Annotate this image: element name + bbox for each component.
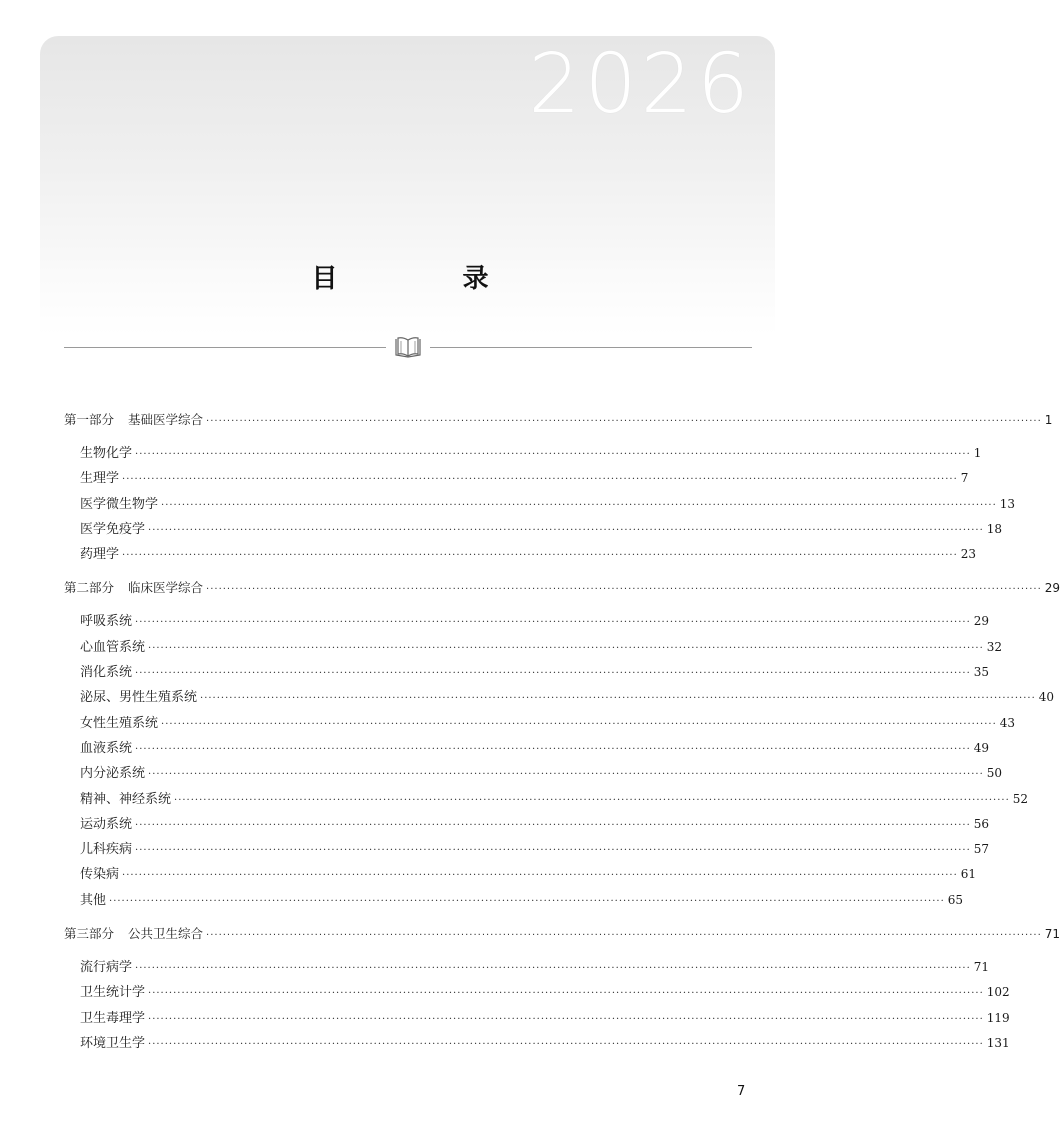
toc-entry-label: 生理学 <box>80 471 120 487</box>
toc-entry-row[interactable] <box>64 1006 1010 1031</box>
toc-entry-label: 内分泌系统 <box>80 766 146 782</box>
toc-page-number: 50 <box>986 766 1003 781</box>
toc-leader-dots: ········································································································································································································ <box>135 617 971 629</box>
toc-page-number: 18 <box>986 521 1003 536</box>
table-of-contents <box>64 405 1060 1064</box>
toc-entry-group <box>64 441 1016 567</box>
toc-leader-dots: ········································································································································································································ <box>109 895 945 907</box>
toc-leader-dots: ········································································································································································································ <box>148 524 984 536</box>
toc-page-number: 13 <box>999 496 1016 511</box>
toc-entry-group <box>64 609 1055 913</box>
toc-part-label <box>64 921 203 947</box>
toc-entry-label: 运动系统 <box>80 816 133 832</box>
toc-page-number: 43 <box>999 715 1016 730</box>
toc-entry-row[interactable] <box>64 888 964 913</box>
toc-entry-label: 医学微生物学 <box>80 496 159 512</box>
toc-entry-label: 传染病 <box>80 867 120 883</box>
toc-part-row[interactable] <box>64 407 1053 433</box>
page-number: 7 <box>737 1084 746 1099</box>
toc-entry-label: 泌尿、男性生殖系统 <box>80 690 198 706</box>
toc-page-number: 32 <box>986 639 1003 654</box>
toc-entry-row[interactable] <box>64 660 990 685</box>
toc-page-number: 57 <box>973 842 990 857</box>
toc-entry-row[interactable] <box>64 466 969 491</box>
toc-entry-label: 环境卫生学 <box>80 1035 146 1051</box>
toc-page-number: 29 <box>973 614 990 629</box>
toc-leader-dots: ········································································································································································································ <box>200 693 1036 705</box>
toc-page-number: 56 <box>973 816 990 831</box>
toc-page-number: 71 <box>1044 927 1060 942</box>
toc-leader-dots: ········································································································································································································ <box>135 668 971 680</box>
toc-entry-group <box>64 955 1010 1056</box>
toc-page-number: 35 <box>973 665 990 680</box>
toc-entry-label: 生物化学 <box>80 446 133 461</box>
toc-leader-dots: ········································································································································································································ <box>148 988 984 1000</box>
toc-part-label <box>64 575 203 601</box>
toc-entry-row[interactable] <box>64 736 990 761</box>
toc-entry-label: 卫生统计学 <box>80 985 146 1001</box>
toc-entry-row[interactable] <box>64 542 977 567</box>
toc-part-number: 第二部分 <box>64 580 115 596</box>
toc-leader-dots: ········································································································································································································ <box>148 769 984 781</box>
toc-leader-dots: ········································································································································································································ <box>135 845 971 857</box>
toc-entry-row[interactable] <box>64 980 1010 1005</box>
toc-leader-dots: ········································································································································································································ <box>206 416 1042 427</box>
toc-entry-label: 卫生毒理学 <box>80 1010 146 1026</box>
toc-entry-label: 消化系统 <box>80 665 133 681</box>
toc-part-row[interactable] <box>64 575 1060 601</box>
toc-entry-row[interactable] <box>64 787 1029 812</box>
toc-page-number: 65 <box>947 892 964 907</box>
toc-leader-dots: ········································································································································································································ <box>206 584 1042 596</box>
toc-leader-dots: ········································································································································································································ <box>135 963 971 975</box>
toc-leader-dots: ········································································································································································································ <box>122 870 958 882</box>
toc-entry-row[interactable] <box>64 711 1016 736</box>
divider-line-left <box>64 347 386 348</box>
toc-entry-label: 心血管系统 <box>80 639 146 655</box>
toc-entry-row[interactable] <box>64 517 1003 542</box>
toc-entry-label: 精神、神经系统 <box>80 791 172 807</box>
toc-entry-label: 药理学 <box>80 547 120 563</box>
toc-entry-row[interactable] <box>64 955 990 980</box>
toc-entry-row[interactable] <box>64 609 990 634</box>
toc-leader-dots: ········································································································································································································ <box>174 794 1010 806</box>
page-title: 目 录 <box>311 264 547 294</box>
toc-page-number: 7 <box>960 471 969 486</box>
toc-page-number: 102 <box>986 985 1010 1000</box>
toc-leader-dots: ········································································································································································································ <box>206 930 1042 942</box>
toc-entry-row[interactable] <box>64 441 982 466</box>
toc-leader-dots: ········································································································································································································ <box>122 474 958 486</box>
toc-page-number: 23 <box>960 547 977 562</box>
toc-leader-dots: ········································································································································································································ <box>148 642 984 654</box>
toc-page-number: 1 <box>1044 413 1053 427</box>
toc-entry-row[interactable] <box>64 685 1055 710</box>
toc-entry-row[interactable] <box>64 492 1016 517</box>
toc-page-number: 131 <box>986 1035 1010 1050</box>
toc-entry-label: 呼吸系统 <box>80 614 133 630</box>
toc-entry-row[interactable] <box>64 761 1003 786</box>
toc-entry-label: 儿科疾病 <box>80 842 133 858</box>
toc-page-number: 61 <box>960 867 977 882</box>
toc-page-number: 1 <box>973 446 982 460</box>
toc-page-number: 52 <box>1012 791 1029 806</box>
toc-entry-row[interactable] <box>64 635 1003 660</box>
toc-entry-label: 医学免疫学 <box>80 521 146 537</box>
toc-leader-dots: ········································································································································································································ <box>135 449 971 460</box>
toc-page-number: 71 <box>973 960 990 975</box>
toc-entry-label: 女性生殖系统 <box>80 715 159 731</box>
open-book-icon <box>392 336 424 358</box>
toc-leader-dots: ········································································································································································································ <box>161 499 997 511</box>
toc-part-label <box>64 407 203 433</box>
toc-entry-row[interactable] <box>64 1031 1010 1056</box>
toc-leader-dots: ········································································································································································································ <box>135 819 971 831</box>
year-label: 2026 <box>528 37 753 132</box>
toc-page-number: 29 <box>1044 581 1060 596</box>
toc-entry-label: 其他 <box>80 892 107 908</box>
toc-leader-dots: ········································································································································································································ <box>161 718 997 730</box>
toc-leader-dots: ········································································································································································································ <box>135 743 971 755</box>
toc-part-number: 第一部分 <box>64 412 115 427</box>
toc-page-number: 40 <box>1038 690 1055 705</box>
toc-entry-row[interactable] <box>64 812 990 837</box>
toc-entry-label: 血液系统 <box>80 740 133 756</box>
toc-entry-row[interactable] <box>64 837 990 862</box>
toc-leader-dots: ········································································································································································································ <box>122 550 958 562</box>
toc-page-number: 49 <box>973 740 990 755</box>
toc-part-row[interactable] <box>64 921 1060 947</box>
divider-line-right <box>430 347 752 348</box>
toc-page-number: 119 <box>986 1010 1010 1025</box>
toc-entry-label: 流行病学 <box>80 960 133 976</box>
toc-part-subject: 临床医学综合 <box>128 580 204 596</box>
toc-part-subject: 基础医学综合 <box>128 412 204 427</box>
toc-entry-row[interactable] <box>64 862 977 887</box>
toc-leader-dots: ········································································································································································································ <box>148 1013 984 1025</box>
toc-part-number: 第三部分 <box>64 926 115 942</box>
toc-part-subject: 公共卫生综合 <box>128 926 204 942</box>
toc-leader-dots: ········································································································································································································ <box>148 1038 984 1050</box>
